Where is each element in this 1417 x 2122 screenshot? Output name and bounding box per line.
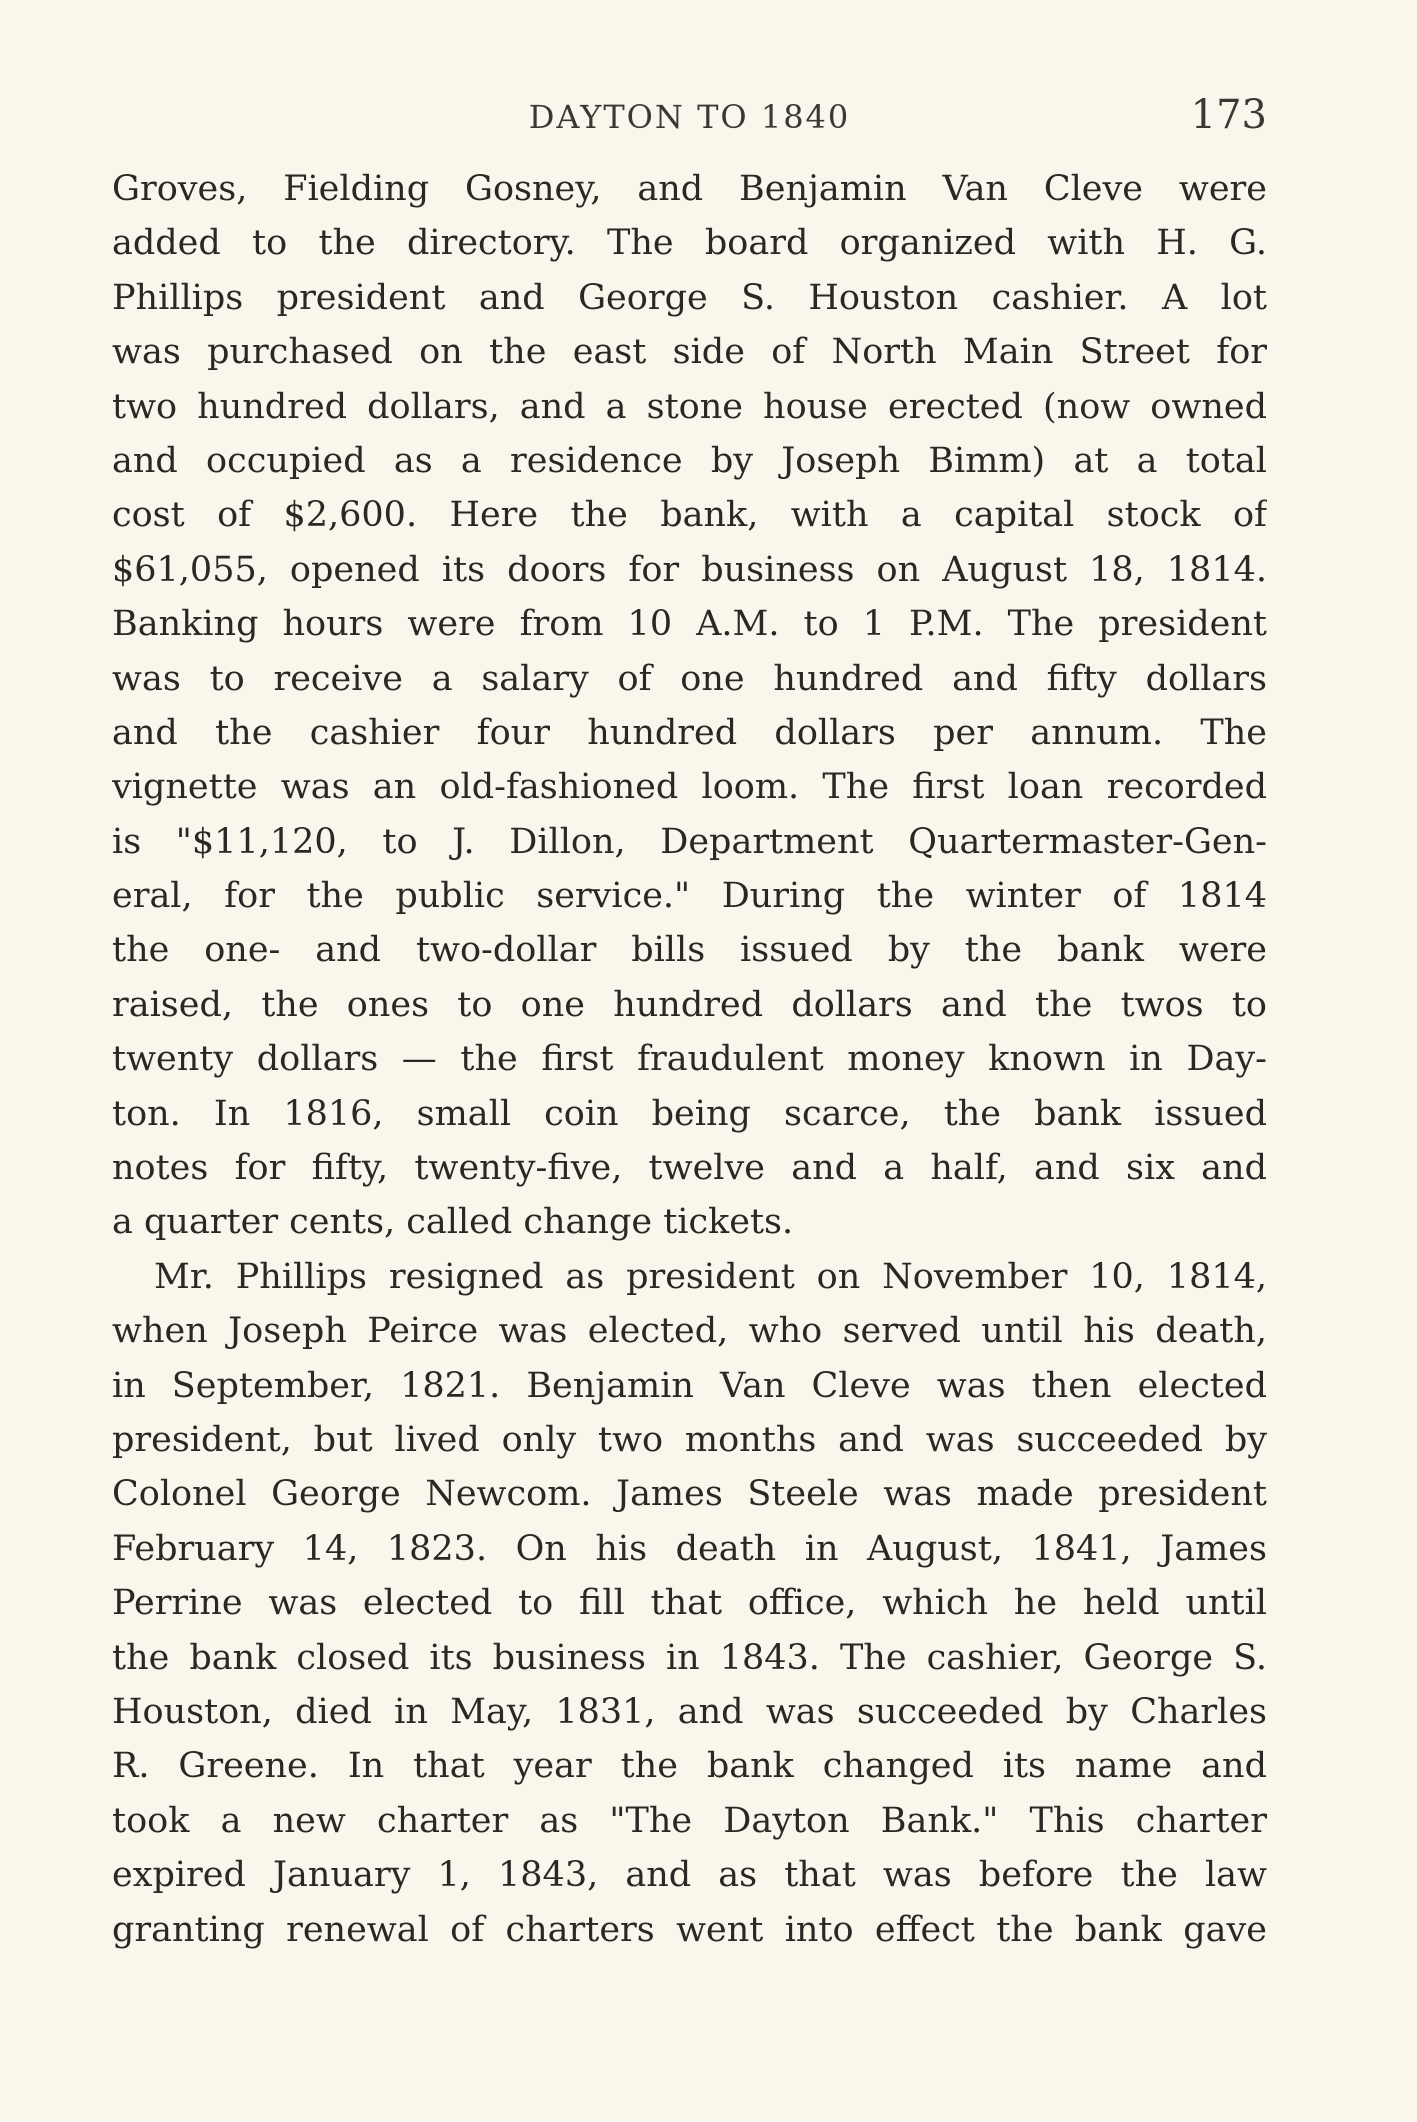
text-line: in September, 1821. Benjamin Van Cleve was then elected [112,1365,1267,1406]
text-line: $61,055, opened its doors for business on August 18, 1814. [112,549,1267,590]
running-header [112,92,1267,142]
text-line: and the cashier four hundred dollars per annum. The [112,712,1267,753]
text-line: Phillips president and George S. Houston cashier. A lot [112,277,1267,318]
text-line: expired January 1, 1843, and as that was before the law [112,1855,1267,1896]
text-line: ton. In 1816, small coin being scarce, the bank issued [112,1093,1267,1134]
text-line: Perrine was elected to fill that office, which he held until [112,1583,1267,1624]
text-line: February 14, 1823. On his death in August, 1841, James [112,1528,1267,1569]
text-line: and occupied as a residence by Joseph Bimm) at a total [112,440,1267,481]
text-line: Mr. Phillips resigned as president on November 10, 1814, [154,1256,1267,1297]
text-line: took a new charter as "The Dayton Bank." This charter [112,1800,1267,1841]
text-line: when Joseph Peirce was elected, who served until his death, [112,1311,1267,1352]
text-line: is "$11,120, to J. Dillon, Department Quartermaster-Gen- [112,821,1267,862]
text-line: Houston, died in May, 1831, and was succeeded by Charles [112,1691,1267,1732]
text-line: notes for fifty, twenty-five, twelve and a half, and six and [112,1148,1267,1189]
body-text [112,162,1267,1957]
text-line: the bank closed its business in 1843. The cashier, George S. [112,1637,1267,1678]
text-line: Colonel George Newcom. James Steele was made president [112,1474,1267,1515]
text-line: the one- and two-dollar bills issued by the bank were [112,930,1267,971]
running-title: DAYTON TO 1840 [528,98,851,136]
text-line: vignette was an old-fashioned loom. The first loan recorded [112,767,1267,808]
page-number: 173 [1190,92,1267,138]
text-line: twenty dollars — the first fraudulent money known in Day- [112,1039,1267,1080]
text-line: raised, the ones to one hundred dollars and the twos to [112,984,1267,1025]
text-line: Banking hours were from 10 A.M. to 1 P.M. The president [112,604,1267,645]
text-line: eral, for the public service." During the winter of 1814 [112,876,1267,917]
paragraph-1 [112,162,1267,1250]
text-line: was purchased on the east side of North Main Street for [112,332,1267,373]
text-line: cost of $2,600. Here the bank, with a capital stock of [112,495,1267,536]
text-line: R. Greene. In that year the bank changed its name and [112,1746,1267,1787]
text-line: granting renewal of charters went into effect the bank gave [112,1909,1267,1950]
text-line: Groves, Fielding Gosney, and Benjamin Van Cleve were [112,169,1267,209]
text-line: two hundred dollars, and a stone house erected (now owned [112,386,1267,427]
text-line: was to receive a salary of one hundred and fifty dollars [112,658,1267,699]
text-line: president, but lived only two months and was succeeded by [112,1419,1267,1460]
text-line: added to the directory. The board organized with H. G. [112,223,1267,264]
text-line: a quarter cents, called change tickets. [112,1202,794,1243]
paragraph-2 [112,1250,1267,1957]
